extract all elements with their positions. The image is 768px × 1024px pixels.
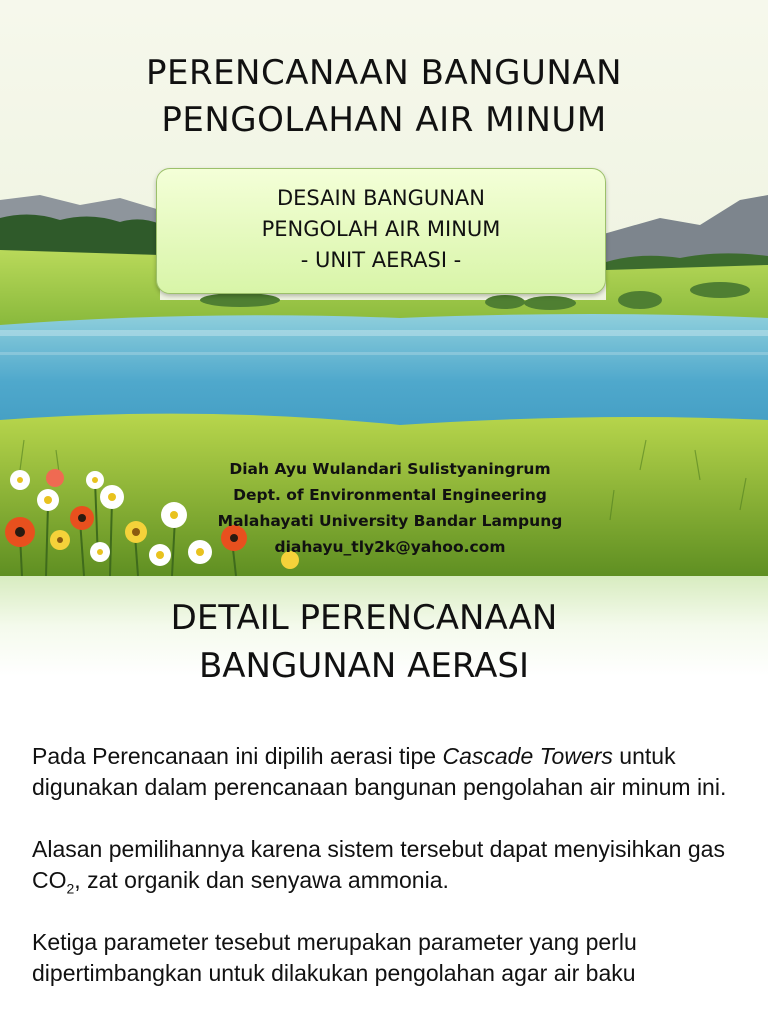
- subtitle-box: [156, 168, 606, 294]
- p2-text-end: , zat organik dan senyawa ammonia.: [74, 867, 449, 893]
- subtitle-line2: PENGOLAH AIR MINUM: [261, 217, 501, 241]
- slide1-title: [0, 50, 768, 144]
- slide2-title-line1: DETAIL PERENCANAAN: [170, 598, 558, 638]
- author-email: diahayu_tly2k@yahoo.com: [274, 538, 506, 556]
- subtitle-line1: DESAIN BANGUNAN: [276, 186, 485, 210]
- slide2-title-line2: BANGUNAN AERASI: [198, 646, 530, 686]
- p2-subscript: 2: [66, 880, 75, 897]
- author-university: Malahayati University Bandar Lampung: [217, 512, 563, 530]
- author-department: Dept. of Environmental Engineering: [233, 486, 547, 504]
- p1-italic: Cascade Towers: [442, 743, 613, 769]
- author-name: Diah Ayu Wulandari Sulistyaningrum: [229, 460, 551, 478]
- paragraph-1: [32, 741, 742, 803]
- slide1-title-line1: PERENCANAAN BANGUNAN: [145, 53, 623, 93]
- slide2-title: [0, 594, 728, 690]
- paragraph-3: Ketiga parameter tesebut merupakan parameter yang perlu dipertimbangkan untuk dilakukan pengolahan agar air baku: [32, 929, 637, 986]
- author-block: [180, 456, 600, 560]
- subtitle-line3: - UNIT AERASI -: [300, 248, 462, 272]
- paragraph-2: [32, 834, 742, 896]
- p2-text-start: Alasan pemilihannya karena sistem tersebut dapat menyisihkan gas CO: [32, 836, 725, 893]
- p1-text-end: untuk digunakan dalam perencanaan bangunan pengolahan air minum ini.: [32, 743, 727, 800]
- p1-text-start: Pada Perencanaan ini dipilih aerasi tipe: [32, 743, 443, 769]
- slide2-body: [32, 741, 742, 1020]
- slide1-title-line2: PENGOLAHAN AIR MINUM: [161, 100, 607, 140]
- detail-slide: [0, 576, 768, 1024]
